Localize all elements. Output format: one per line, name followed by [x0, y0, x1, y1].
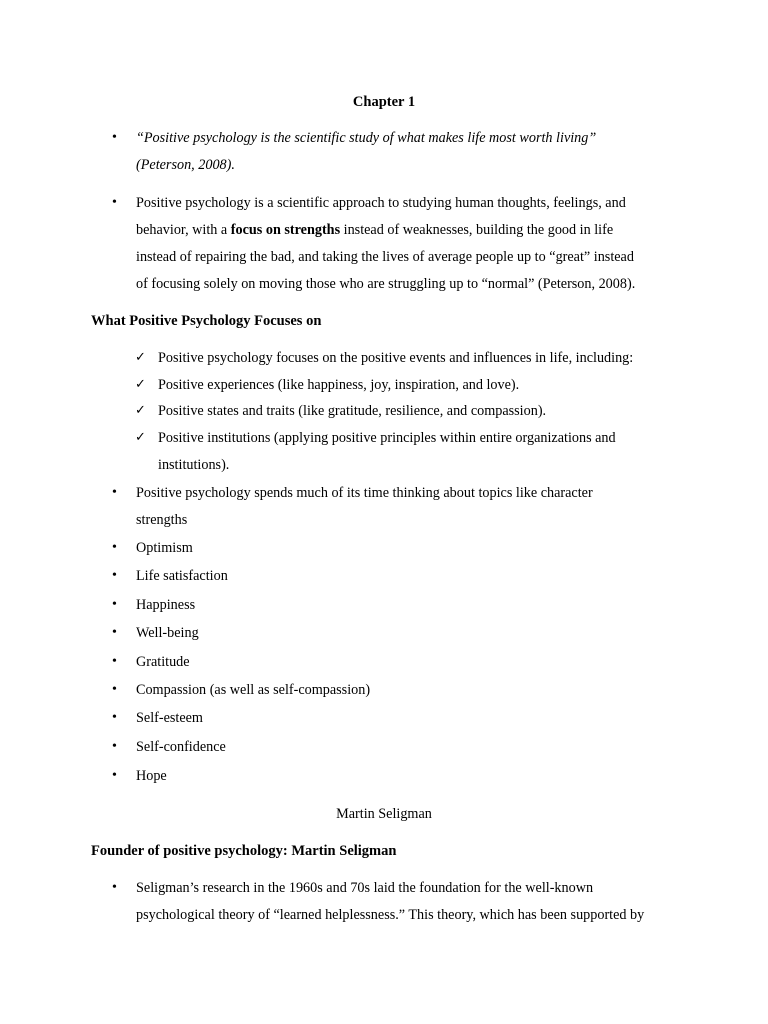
topic-item: Self-confidence [136, 739, 226, 755]
bullet-icon: • [112, 654, 117, 669]
definition-line-4: of focusing solely on moving those who are struggling up to “normal” (Peterson, 2008). [136, 276, 636, 292]
checkmark-icon: ✓ [135, 429, 146, 444]
checkmark-icon: ✓ [135, 402, 146, 417]
bullet-icon: • [112, 739, 117, 754]
topic-item: Well-being [136, 625, 199, 641]
image-caption: Martin Seligman [336, 806, 432, 822]
topic-item: Self-esteem [136, 710, 203, 726]
bullet-icon: • [112, 130, 117, 145]
definition-line-1: Positive psychology is a scientific approach to studying human thoughts, feelings, and [136, 195, 626, 211]
topics-intro-line-1: Positive psychology spends much of its time thinking about topics like character [136, 485, 593, 501]
founder-line-2: psychological theory of “learned helplessness.” This theory, which has been supported by [136, 907, 645, 923]
checkmark-icon: ✓ [135, 376, 146, 391]
bullet-icon: • [112, 880, 117, 895]
topics-intro-line-2: strengths [136, 512, 188, 528]
bullet-icon: • [112, 682, 117, 697]
bullet-icon: • [112, 625, 117, 640]
bullet-icon: • [112, 568, 117, 583]
topic-item: Gratitude [136, 654, 190, 670]
quote-line-1: “Positive psychology is the scientific study of what makes life most worth living” [136, 130, 597, 146]
focus-check-item: Positive psychology focuses on the positive events and influences in life, including: [158, 350, 634, 366]
focus-check-item: Positive experiences (like happiness, joy, inspiration, and love). [158, 377, 520, 393]
bullet-icon: • [112, 540, 117, 555]
definition-line-2 [136, 222, 613, 239]
definition-line-3: instead of repairing the bad, and taking the lives of average people up to “great” instead [136, 249, 634, 265]
founder-line-1: Seligman’s research in the 1960s and 70s laid the foundation for the well-known [136, 880, 594, 896]
topic-item: Hope [136, 768, 167, 784]
bullet-icon: • [112, 195, 117, 210]
bullet-icon: • [112, 768, 117, 783]
focus-check-continuation: institutions). [158, 457, 230, 473]
topic-item: Compassion (as well as self-compassion) [136, 682, 371, 698]
checkmark-icon: ✓ [135, 349, 146, 364]
topic-item: Optimism [136, 540, 193, 556]
focus-check-item: Positive institutions (applying positive principles within entire organizations and [158, 430, 616, 446]
definition-text: instead of weaknesses, building the good in life [340, 222, 614, 238]
topic-item: Life satisfaction [136, 568, 228, 584]
focus-on-strengths-emphasis: focus on strengths [230, 222, 341, 238]
focus-heading: What Positive Psychology Focuses on [91, 313, 322, 329]
quote-line-2: (Peterson, 2008). [136, 157, 235, 173]
topic-item: Happiness [136, 597, 196, 613]
bullet-icon: • [112, 597, 117, 612]
bullet-icon: • [112, 485, 117, 500]
definition-text: behavior, with a [136, 222, 231, 238]
founder-heading: Founder of positive psychology: Martin Seligman [91, 843, 397, 859]
bullet-icon: • [112, 710, 117, 725]
chapter-title: Chapter 1 [352, 94, 416, 110]
focus-check-item: Positive states and traits (like gratitude, resilience, and compassion). [158, 403, 547, 419]
